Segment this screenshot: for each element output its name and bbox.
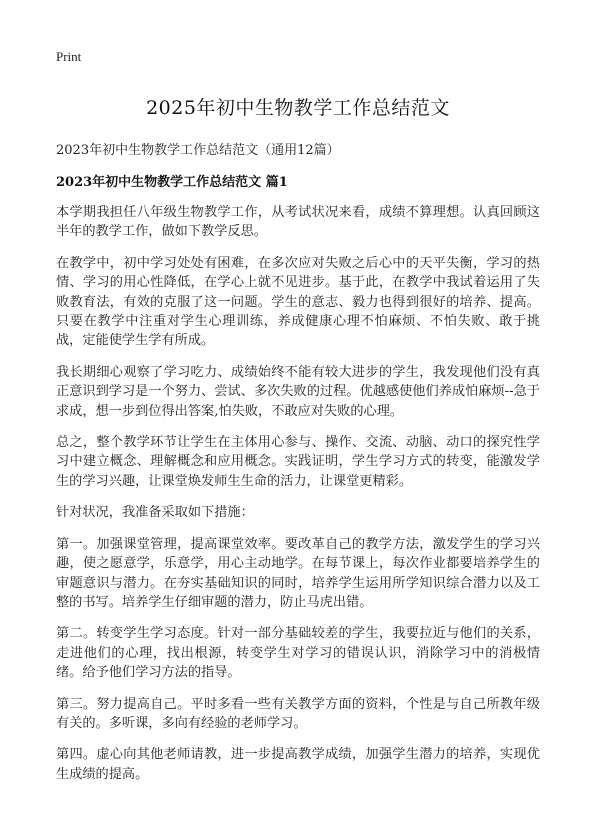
section-heading: 2023年初中生物教学工作总结范文 篇1	[56, 175, 288, 190]
paragraph-measure-1: 第一。加强课堂管理，提高课堂效率。要改革自己的教学方法，激发学生的学习兴趣，使之愿意学，乐意学，用心主动地学。在每节课上，每次作业都要培养学生的审题意识与潜力。在夯实基础知识的同时，培养学生运用所学知识综合潜力以及工整的书写。培养学生仔细审题的潜力，防止马虎出错。	[56, 536, 540, 610]
paragraph-observation: 我长期细心观察了学习吃力、成绩始终不能有较大进步的学生，我发现他们没有真正意识到学习是一个努力、尝试、多次失败的过程。优越感使他们养成怕麻烦--急于求成，想一步到位得出答案,怕失败，不敢应对失败的心理。	[56, 364, 540, 419]
paragraph-measure-3: 第三。努力提高自己。平时多看一些有关教学方面的资料，个性是与自己所教年级有关的。多听课，多向有经验的老师学习。	[56, 696, 540, 731]
document-subtitle: 2023年初中生物教学工作总结范文（通用12篇）	[56, 143, 340, 158]
print-link[interactable]: Print	[56, 49, 82, 64]
paragraph-measure-2: 第二。转变学生学习态度。针对一部分基础较差的学生，我要拉近与他们的关系，走进他们的心理，找出根源，转变学生对学习的错误认识，消除学习中的消极情绪。给予他们学习方法的指导。	[56, 626, 540, 681]
body-paragraphs	[56, 203, 540, 784]
paragraph-intro: 本学期我担任八年级生物教学工作，从考试状况来看，成绩不算理想。认真回顾这半年的教学工作，做如下教学反思。	[56, 205, 540, 240]
paragraph-failure-education: 在教学中，初中学习处处有困难，在多次应对失败之后心中的天平失衡，学习的热情、学习的用心性降低，在学心上就不见进步。基于此，在教学中我试着运用了失败教育法，有效的克服了这一问题。学生的意志、毅力也得到很好的培养、提高。只要在教学中注重对学生心理训练，养成健康心理不怕麻烦、不怕失败、敢于挑战，定能使学生学有所成。	[56, 255, 540, 349]
document-title: 2025年初中生物教学工作总结范文	[146, 97, 450, 119]
paragraph-measure-4: 第四。虚心向其他老师请教，进一步提高教学成绩，加强学生潜力的培养，实现优生成绩的提高。	[56, 747, 540, 782]
paragraph-summary: 总之，整个教学环节让学生在主体用心参与、操作、交流、动脑、动口的探究性学习中建立概念、理解概念和应用概念。实践证明，学生学习方式的转变，能激发学生的学习兴趣，让课堂焕发师生生命的活力，让课堂更精彩。	[56, 435, 540, 489]
paragraph-measures-intro: 针对状况，我准备采取如下措施：	[56, 505, 254, 521]
